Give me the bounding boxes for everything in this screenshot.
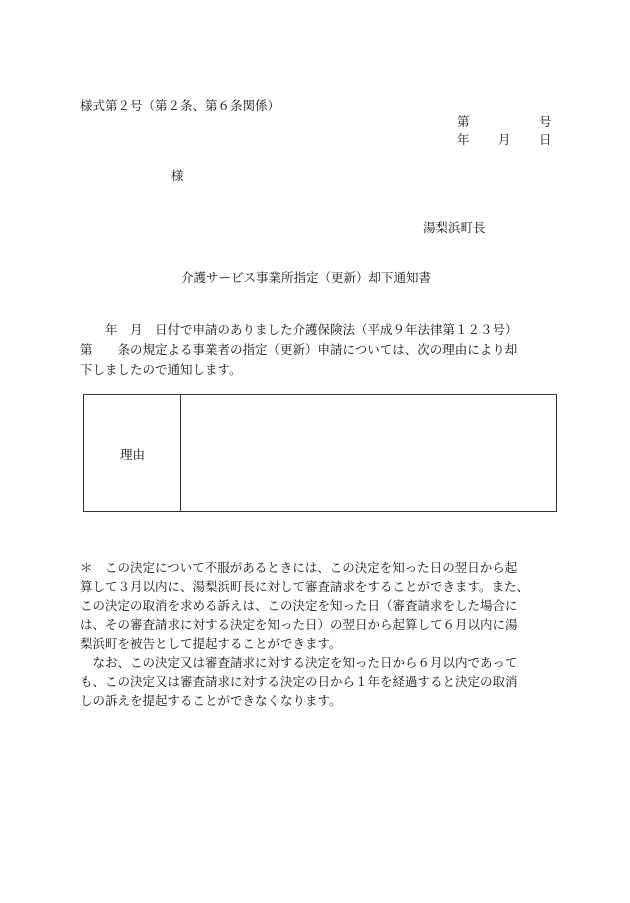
notice-line: なお、この決定又は審査請求に対する決定を知った日から６月以内であって xyxy=(80,655,518,670)
date-month: 月 xyxy=(498,132,511,147)
date-day: 日 xyxy=(539,132,552,147)
reason-table xyxy=(83,394,557,512)
body-paragraph xyxy=(80,320,555,380)
addressee: 様 xyxy=(171,168,184,183)
notice-line: しの訴えを提起することができなくなります。 xyxy=(80,693,342,708)
appeal-notice xyxy=(80,558,555,710)
date-year: 年 xyxy=(457,132,470,147)
doc-number-prefix: 第 xyxy=(457,114,470,129)
body-line: 下しましたので通知します。 xyxy=(80,362,242,377)
notice-line: 梨浜町を被告として提起することができます。 xyxy=(80,636,342,651)
body-line: 年 月 日付で申請のありました介護保険法（平成９年法律第１２３号） xyxy=(80,322,518,337)
notice-line: 算して３月以内に、湯梨浜町長に対して審査請求をすることができます。また、 xyxy=(80,579,530,594)
notice-line: は、その審査請求に対する決定を知った日）の翌日から起算して６月以内に湯 xyxy=(80,617,518,632)
notice-line: も、この決定又は審査請求に対する決定の日から１年を経過すると決定の取消 xyxy=(80,674,518,689)
document-title: 介護サービス事業所指定（更新）却下通知書 xyxy=(181,270,432,285)
reason-label-cell xyxy=(84,395,181,511)
notice-line: この決定の取消を求める訴えは、この決定を知った日（審査請求をした場合に xyxy=(80,598,518,613)
doc-number-suffix: 号 xyxy=(539,114,552,129)
body-line: 第 条の規定よる事業者の指定（更新）申請については、次の理由により却 xyxy=(80,342,518,357)
form-label: 様式第２号（第２条、第６条関係） xyxy=(80,98,281,113)
reason-label: 理由 xyxy=(120,447,146,462)
notice-line: ＊ この決定について不服があるときには、この決定を知った日の翌日から起 xyxy=(80,560,518,575)
issuer: 湯梨浜町長 xyxy=(423,220,486,235)
